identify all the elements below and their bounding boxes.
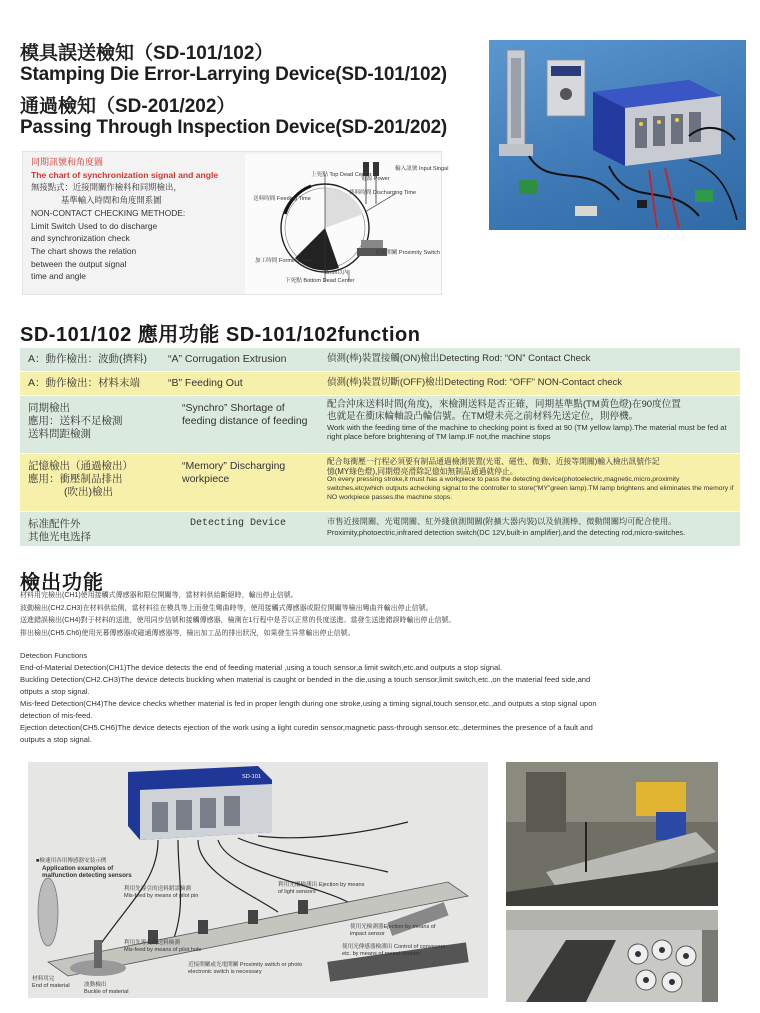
detection-en-text xyxy=(20,650,720,746)
sync-line-5: and synchronization check xyxy=(31,233,130,244)
detection-en-line-4: Mis-feed Detection(CH4)The device checks whether material is fed in proper length during one stroke,using a timing signal,touch sensor,etc.,and outputs a stop signal upon xyxy=(20,699,597,708)
detection-en-title: Detection Functions xyxy=(20,651,88,660)
application-examples-illustration xyxy=(28,762,488,998)
label-app-examples-zh: ■檢速用各用傳感器安装示例 xyxy=(36,858,107,864)
sync-title-en: The chart of synchronization signal and angle xyxy=(31,169,219,180)
product-photo-controller xyxy=(489,40,746,230)
label-forming-time: 加工時間 Forming Time xyxy=(255,258,314,264)
label-end-material: 材料用完 End of material xyxy=(32,976,70,989)
sync-line-4: Limit Switch Used to do discharge xyxy=(31,220,158,231)
sync-angle-diagram xyxy=(245,154,449,294)
sync-line-2: 基準輸入時間和角度開系圖 xyxy=(61,195,162,206)
label-misfeed-pilot-hole: 利用先導孔的送料檢測 Mis-feed by means of pilot hole xyxy=(124,940,202,953)
cell-detection-zh-2: 也就是在衝床輪軸設凸輪信號。在TM燈未亮之前材料先送定位，則停機。 xyxy=(327,411,639,422)
detection-en-line-1: End-of-Material Detection(CH1)The device detects the end of feeding material ,using a touch sensor,a limit switch,etc.and outputs a stop signal. xyxy=(20,663,503,672)
cell-mode: A：動作檢出：材料末端 xyxy=(28,377,141,389)
cell-detection: 偵測(棒)裝置切斷(OFF)檢出Detecting Rod: “OFF” NON-Contact check xyxy=(327,377,623,388)
label-distance: 2mm以內 xyxy=(325,270,349,276)
detection-en-line-5: detection of mis-feed. xyxy=(20,711,93,720)
cell-detection-zh-1: 配合沖床送料时間(角度)，來檢測送料是否正確，同期基準點(TM黄色燈)在90度位置 xyxy=(327,399,681,410)
table-row xyxy=(20,348,740,371)
label-feeding-time: 送料時間 Feeding Time xyxy=(253,196,311,202)
table-row xyxy=(20,454,740,511)
cell-mode xyxy=(28,460,133,499)
cell-detection: 偵測(棒)裝置接觸(ON)檢出Detecting Rod: “ON” Contact Check xyxy=(327,353,591,364)
cell-description-en: “A” Corrugation Extrusion xyxy=(168,353,287,365)
cell-detection-zh-1: 配合每衝壓一行程必須要有制品通過檢測裝置(光電、磁性、微動、近接等開關)輸入檢出訊號作記 xyxy=(327,457,660,466)
cell-detection-en: On every pressing stroke,it must has a workpiece to pass the detecting device(photoelectric,magnetic,micro,proximity switches,etc)which outputs achecking signal to the controller to store(“MY”green lamp).TM lamp brightens and eliminates the memory if NO workpiece passes.the machine stops. xyxy=(327,476,734,501)
detection-en-line-6: Ejection detection(CH5.CH6)The device detects ejection of the work using a light curedin sensor,magnetic pass-through sensor.etc.,determines the presence of a fault and xyxy=(20,723,593,732)
cell-mode: A：動作檢出：波動(擠料) xyxy=(28,353,147,365)
label-top-dead-center: 上死點 Top Dead Center xyxy=(311,172,372,178)
cell-description-en: “Memory” Discharging workpiece xyxy=(182,460,286,485)
title-zh-stamping: 模具誤送檢知（SD-101/102） xyxy=(20,43,274,64)
detection-cn-line-4: 排出檢出(CH5.Ch6)使用光幕傳感器或磁通傳感器等，檢出加工品的排出狀況，如果發生异常輸出停止信號。 xyxy=(20,629,355,637)
label-discharging-time: 排料時間 Discharging Time xyxy=(349,190,417,196)
label-buckle-by-pilot: 利用先導引的送料錯誤檢測 Mis-feed by means of pilot pin xyxy=(124,886,199,899)
cell-mode-line-3: (吹出)檢出 xyxy=(64,486,113,498)
cell-description-en: “Synchro” Shortage of feeding distance of feeding xyxy=(182,402,308,427)
title-zh-passing: 通過檢知（SD-201/202） xyxy=(20,96,236,117)
function-table xyxy=(20,348,740,548)
detection-en-line-3: ottputs a stop signal. xyxy=(20,687,90,696)
detection-en-line-7: outputs a stop signal. xyxy=(20,735,92,744)
label-panel: SD-101 xyxy=(242,774,261,780)
sync-line-1: 無接點式：近接開關作檢料和同期檢出， xyxy=(31,182,182,193)
sync-chart-box xyxy=(22,151,449,295)
function-section-title: SD-101/102 應用功能 SD-101/102function xyxy=(20,324,421,346)
cell-mode-line-2: 應用：送料不足檢測 xyxy=(28,415,123,427)
label-power: 電源 Power xyxy=(361,176,390,182)
sync-line-8: time and angle xyxy=(31,271,86,282)
label-conveyor: 使用光傳感器檢測出 Control of conveyors etc. by means of preset counter xyxy=(342,944,446,957)
cell-detection xyxy=(327,517,737,538)
label-ejection-sensor: 使用光檢測器Ejection by means of impact sensor xyxy=(350,924,436,937)
table-row xyxy=(20,512,740,546)
label-input-singal: 輸入訊號 Input Singal xyxy=(395,166,449,172)
detection-en-line-2: Buckling Detection(CH2.CH3)The device detects buckling when material is caught or bended in the die,using a touch sensor,limit switch,etc.,on the material feed side,and xyxy=(20,675,591,684)
label-bottom-dead-center: 下死點 Bottom Dead Center xyxy=(285,278,355,284)
cell-detection xyxy=(327,457,737,503)
cell-description-en: “B” Feeding Out xyxy=(168,377,243,389)
sensor-mount-photo xyxy=(506,910,718,1002)
cell-detection-en: Work with the feeding time of the machine to checking point is fixed at 90 (TM yellow lamp).The material must be fed at right place before brightening of TM lamp.IF not,the machine stops xyxy=(327,423,727,442)
label-ejection-light: 利用光柵檢測出 Ejection by means of light sensors xyxy=(278,882,365,895)
cell-detection xyxy=(327,399,737,442)
label-proximity-switch: 近接開關 Proximity Switch xyxy=(375,250,440,256)
cell-mode xyxy=(28,518,91,544)
cell-mode-line-2: 應用：衝壓制品排出 xyxy=(28,473,123,485)
cell-mode-line-1: 标准配件外 xyxy=(28,518,81,530)
sync-line-7: between the output signal xyxy=(31,258,127,269)
sync-title-zh: 同期訊號和角度圖 xyxy=(31,157,104,167)
cell-mode-line-3: 送料問距檢測 xyxy=(28,428,91,440)
cell-detection-zh-2: 憶(MY綠色燈),同期燈亮滑除記億如無制品通過就停止。 xyxy=(327,466,518,476)
table-row xyxy=(20,396,740,453)
detection-cn-line-1: 材料用完檢出(CH1)使用接觸式傳感器和限位開關等，當材料供給斷絕時，輸出停止信號。 xyxy=(20,592,298,599)
detection-section-title: 檢出功能 xyxy=(20,572,104,594)
table-row xyxy=(20,372,740,395)
title-en-stamping: Stamping Die Error-Larrying Device(SD-101/102) xyxy=(20,64,447,85)
cell-mode-line-1: 同期檢出 xyxy=(28,402,70,414)
cell-mode-line-1: 記憶檢出（通過檢出） xyxy=(28,460,133,472)
cell-mode-line-2: 其他光电选择 xyxy=(28,531,91,543)
cell-detection-en: Proximity,photoectric,infrared detection switch(DC 12V,built-in amplifier),and the detecting rod,micro-switches. xyxy=(327,527,686,537)
title-en-passing: Passing Through Inspection Device(SD-201/202) xyxy=(20,117,448,138)
label-buckle-material: 波動檢出 Buckle of material xyxy=(84,982,129,995)
detection-cn-line-3: 送進錯誤檢出(CH4)對于材料的送進，使用同步信號和接觸傳感器，檢測在1行程中是否以正常的長度送進。當發生送進錯誤時輸出停止信號。 xyxy=(20,617,456,624)
sync-chart-text xyxy=(31,156,247,283)
sync-line-3: NON-CONTACT CHECKING METHODE: xyxy=(31,207,186,218)
cell-detection-zh: 市售近接開關、光電開關、紅外綫偵測開關(附擴大器内裝)以及偵測棒、微動開關均可配合使用。 xyxy=(327,517,677,526)
press-machine-photo xyxy=(506,762,718,906)
label-app-examples: Application examples of malfunction detecting sensors xyxy=(42,865,132,879)
label-proximity: 近接開關或光電開關 Proximity switch or photo electronic switch is necessary xyxy=(188,962,303,975)
cell-description-en: Detecting Device xyxy=(190,518,287,529)
sync-line-6: The chart shows the relation xyxy=(31,245,137,256)
detection-cn-line-2: 波動檢出(CH2.CH3)在材料供給側，當材料往在模具等上而發生彎曲時等，使用接觸式傳感器或限位開關等檢出彎曲并輸出停止信號。 xyxy=(20,604,433,612)
cell-mode xyxy=(28,402,123,441)
detection-cn-text xyxy=(20,590,580,640)
